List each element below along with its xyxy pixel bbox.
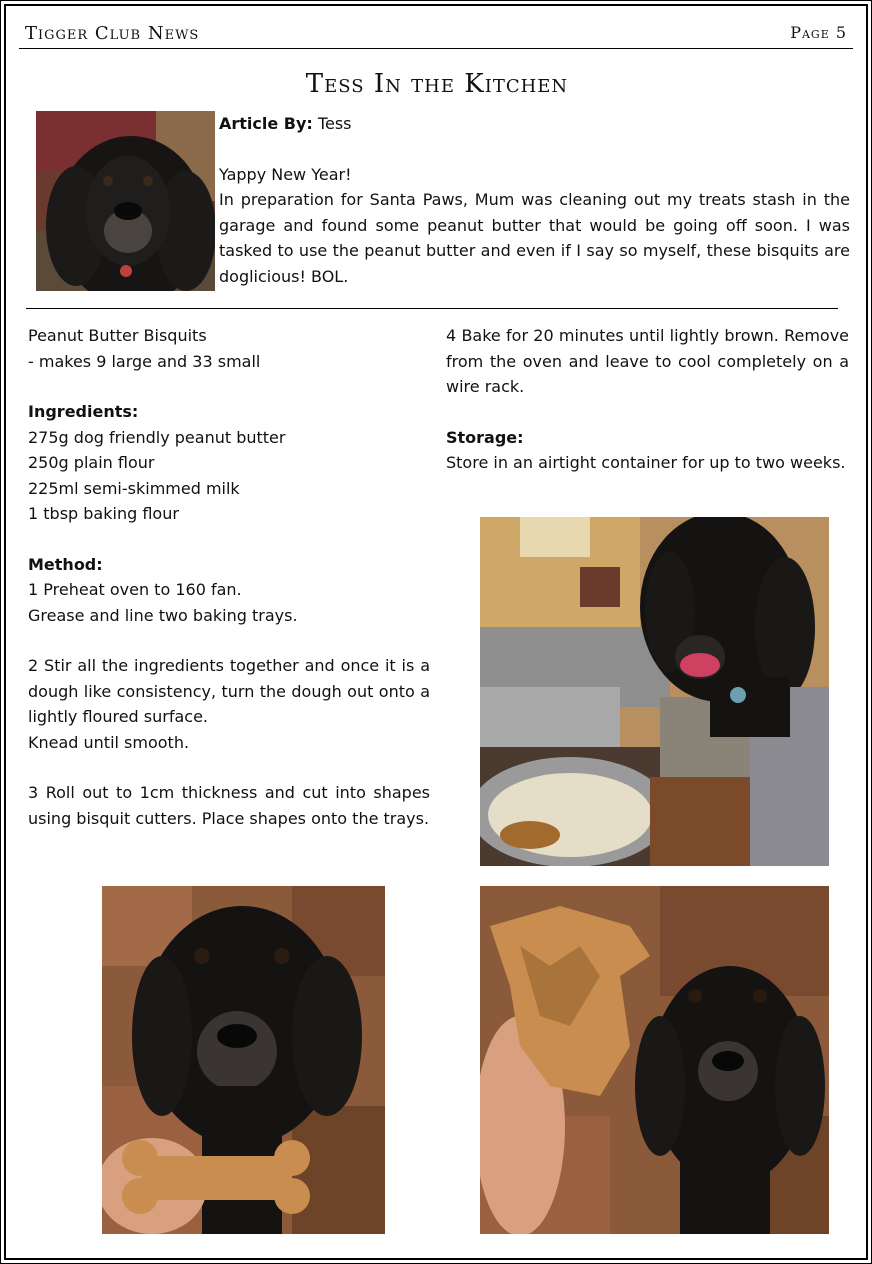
ingredients-heading: Ingredients: bbox=[28, 402, 139, 421]
newsletter-name: Tigger Club News bbox=[25, 23, 200, 44]
method-step-3: 3 Roll out to 1cm thickness and cut into shapes using bisquit cutters. Place shapes onto the trays. bbox=[28, 783, 430, 828]
recipe-left-column bbox=[28, 323, 430, 831]
recipe-name: Peanut Butter Bisquits bbox=[28, 326, 207, 345]
ingredient-item: 1 tbsp baking flour bbox=[28, 504, 179, 523]
byline-author: Tess bbox=[317, 114, 352, 133]
recipe-right-column bbox=[446, 323, 849, 476]
ingredient-item: 275g dog friendly peanut butter bbox=[28, 427, 286, 447]
section-divider bbox=[26, 308, 838, 309]
header-divider bbox=[19, 48, 853, 49]
method-step-1: 1 Preheat oven to 160 fan. bbox=[28, 580, 242, 599]
ingredient-item: 250g plain flour bbox=[28, 453, 155, 472]
method-step-1-note: Grease and line two baking trays. bbox=[28, 605, 298, 625]
tess-portrait-photo bbox=[36, 111, 215, 291]
page-number: Page 5 bbox=[790, 23, 847, 42]
method-step-2: 2 Stir all the ingredients together and once it is a dough like consistency, turn the dough out onto a lightly floured surface. bbox=[28, 656, 430, 726]
dog-with-shaped-biscuit-photo bbox=[480, 886, 829, 1234]
kitchen-photo bbox=[480, 517, 829, 866]
ingredient-item: 225ml semi-skimmed milk bbox=[28, 478, 240, 498]
byline-label: Article By: bbox=[219, 114, 313, 133]
method-heading: Method: bbox=[28, 554, 103, 574]
intro-paragraph: In preparation for Santa Paws, Mum was cleaning out my treats stash in the garage and found some peanut butter that would be going off soon. I was tasked to use the peanut butter and even if I say so myself, these bisquits are doglicious! BOL. bbox=[219, 190, 850, 286]
recipe-yield: - makes 9 large and 33 small bbox=[28, 351, 261, 371]
storage-heading: Storage: bbox=[446, 427, 524, 447]
dog-with-bone-biscuit-photo bbox=[102, 886, 385, 1234]
intro-section bbox=[219, 111, 850, 289]
method-step-4: 4 Bake for 20 minutes until lightly brown. Remove from the oven and leave to cool completely on a wire rack. bbox=[446, 326, 849, 396]
storage-text: Store in an airtight container for up to two weeks. bbox=[446, 453, 846, 472]
article-title: Tess In the Kitchen bbox=[305, 69, 569, 99]
byline bbox=[219, 111, 850, 137]
method-step-2-note: Knead until smooth. bbox=[28, 732, 190, 752]
greeting: Yappy New Year! bbox=[219, 164, 352, 184]
